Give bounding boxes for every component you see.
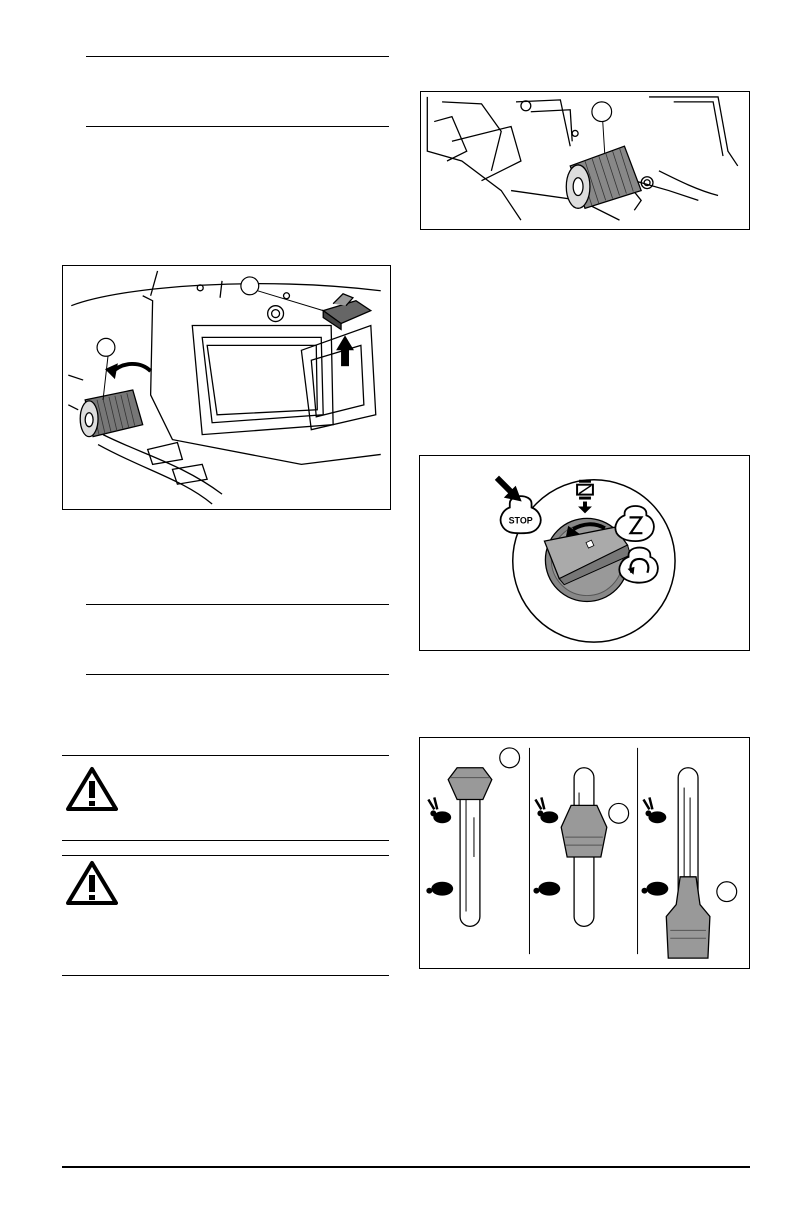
warning-rule-top-2 (62, 855, 389, 856)
ignition-switch-illustration (420, 456, 749, 650)
stop-position-icon (501, 496, 541, 533)
throttle-panel-fast (426, 748, 519, 926)
warning-triangle-icon (66, 766, 118, 812)
note-rule-bottom-1 (86, 126, 389, 127)
rabbit-icon (535, 797, 558, 823)
note-rule-bottom-2 (86, 674, 389, 675)
note-rule-top-1 (86, 56, 389, 57)
figure-ignition-switch (419, 455, 750, 651)
deck-knob-key-illustration (63, 266, 390, 509)
stop-label: STOP (508, 515, 533, 526)
note-rule-top-2 (86, 604, 389, 605)
warning-rule-bottom-1 (62, 840, 389, 841)
figure-knob-closeup (420, 91, 750, 230)
knob-closeup-illustration (421, 92, 749, 229)
turtle-icon (426, 882, 453, 896)
throttle-positions-illustration (420, 738, 749, 968)
warning-rule-top-1 (62, 755, 389, 756)
figure-throttle-positions (419, 737, 750, 969)
footer-rule (62, 1166, 750, 1168)
rabbit-icon (428, 797, 451, 823)
throttle-panel-mid (533, 768, 628, 927)
warning-triangle-icon (66, 860, 118, 906)
turtle-icon (533, 882, 560, 896)
figure-deck-knob-key (62, 265, 391, 510)
turtle-icon (642, 882, 669, 896)
warning-rule-bottom-2 (62, 975, 389, 976)
throttle-panel-slow (642, 768, 737, 958)
rabbit-icon (643, 797, 666, 823)
